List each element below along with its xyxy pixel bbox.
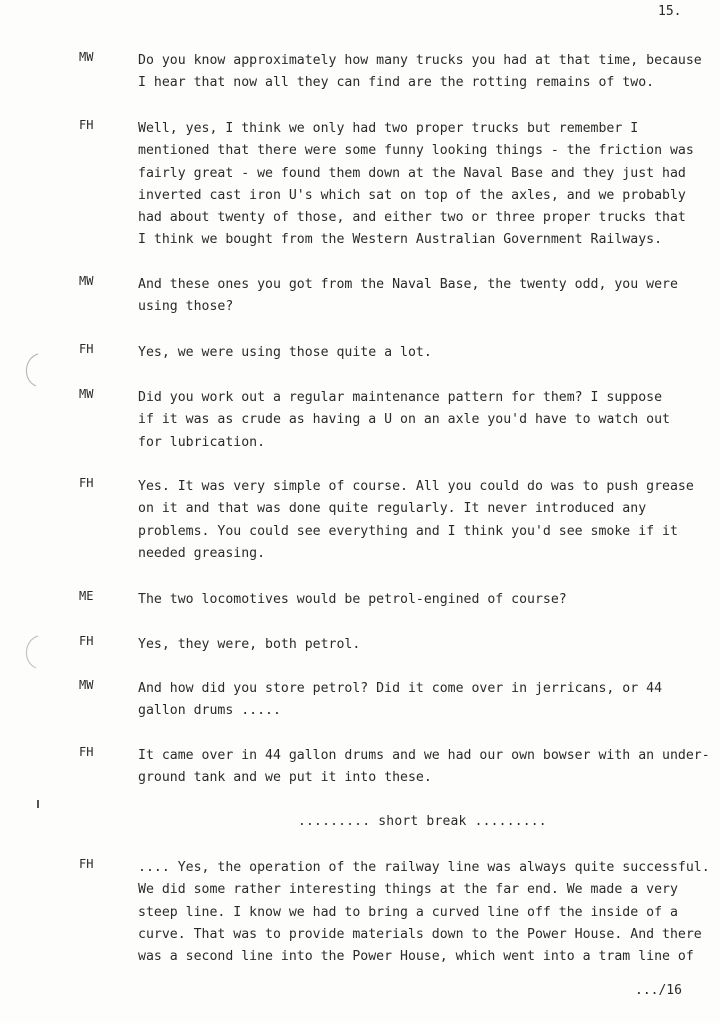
speaker-initials: FH (79, 476, 94, 490)
speech-line: The two locomotives would be petrol-engined of course? (138, 592, 567, 607)
speech-text (138, 50, 708, 95)
speech-line: for lubrication. (138, 434, 266, 450)
speech-text (138, 342, 708, 364)
speech-line: had about twenty of those, and either two or three proper trucks that (138, 210, 686, 226)
speaker-initials: FH (79, 857, 94, 871)
speech-line: Yes, we were using those quite a lot. (138, 345, 432, 360)
speaker-initials: FH (79, 745, 94, 759)
speech-text (138, 476, 708, 565)
speech-line: And these ones you got from the Naval Base, the twenty odd, you were (138, 277, 678, 292)
speech-text (138, 678, 708, 723)
continuation-footer: .../16 (635, 983, 682, 998)
speech-line: inverted cast iron U's which sat on top of the axles, and we probably (138, 187, 686, 203)
speech-line: And how did you store petrol? Did it come over in jerricans, or 44 (138, 681, 663, 696)
speech-line: I hear that now all they can find are the rotting remains of two. (138, 75, 655, 91)
speech-line: It came over in 44 gallon drums and we had our own bowser with an under- (138, 748, 710, 763)
speech-line: curve. That was to provide materials down to the Power House. And there (138, 926, 702, 942)
speech-text (138, 634, 708, 656)
binding-hole-mark-lower (18, 632, 42, 672)
speech-line: problems. You could see everything and I think you'd see smoke if it (138, 523, 678, 539)
speech-line: fairly great - we found them down at the Naval Base and they just had (138, 165, 686, 181)
speech-line: on it and that was done quite regularly. It never introduced any (138, 501, 647, 517)
speech-line: Yes. It was very simple of course. All you could do was to push grease (138, 479, 694, 494)
speech-text (138, 118, 708, 252)
speech-line: Do you know approximately how many trucks you had at that time, because (138, 53, 702, 68)
speech-text (138, 745, 708, 790)
speech-line: if it was as crude as having a U on an axle you'd have to watch out (138, 412, 670, 428)
binding-hole-mark-upper (18, 350, 42, 390)
speaker-initials: FH (79, 118, 94, 132)
page-number: 15. (658, 4, 682, 19)
speech-line: Did you work out a regular maintenance pattern for them? I suppose (138, 390, 663, 405)
speech-line: gallon drums ..... (138, 703, 281, 719)
speech-line: steep line. I know we had to bring a curved line off the inside of a (138, 904, 678, 920)
speaker-initials: ME (79, 589, 94, 603)
speaker-initials: MW (79, 274, 94, 288)
speaker-initials: MW (79, 678, 94, 692)
speech-line: Yes, they were, both petrol. (138, 637, 361, 652)
speech-line: ground tank and we put it into these. (138, 770, 432, 786)
speech-text (138, 589, 708, 611)
speaker-initials: FH (79, 342, 94, 356)
speech-line: mentioned that there were some funny looking things - the friction was (138, 143, 694, 159)
speech-line: We did some rather interesting things at the far end. We made a very (138, 882, 678, 898)
ink-tick (37, 800, 39, 808)
speech-text (138, 274, 708, 319)
speaker-initials: MW (79, 387, 94, 401)
speech-line: needed greasing. (138, 545, 266, 561)
speaker-initials: FH (79, 634, 94, 648)
speech-text (138, 387, 708, 454)
speech-line: .... Yes, the operation of the railway line was always quite successful. (138, 860, 710, 875)
speech-line: was a second line into the Power House, which went into a tram line of (138, 949, 694, 965)
speech-line: I think we bought from the Western Australian Government Railways. (138, 232, 663, 248)
speech-line: Well, yes, I think we only had two proper trucks but remember I (138, 121, 639, 136)
short-break-marker: ......... short break ......... (298, 814, 547, 829)
speech-text (138, 857, 708, 968)
speaker-initials: MW (79, 50, 94, 64)
speech-line: using those? (138, 299, 234, 315)
